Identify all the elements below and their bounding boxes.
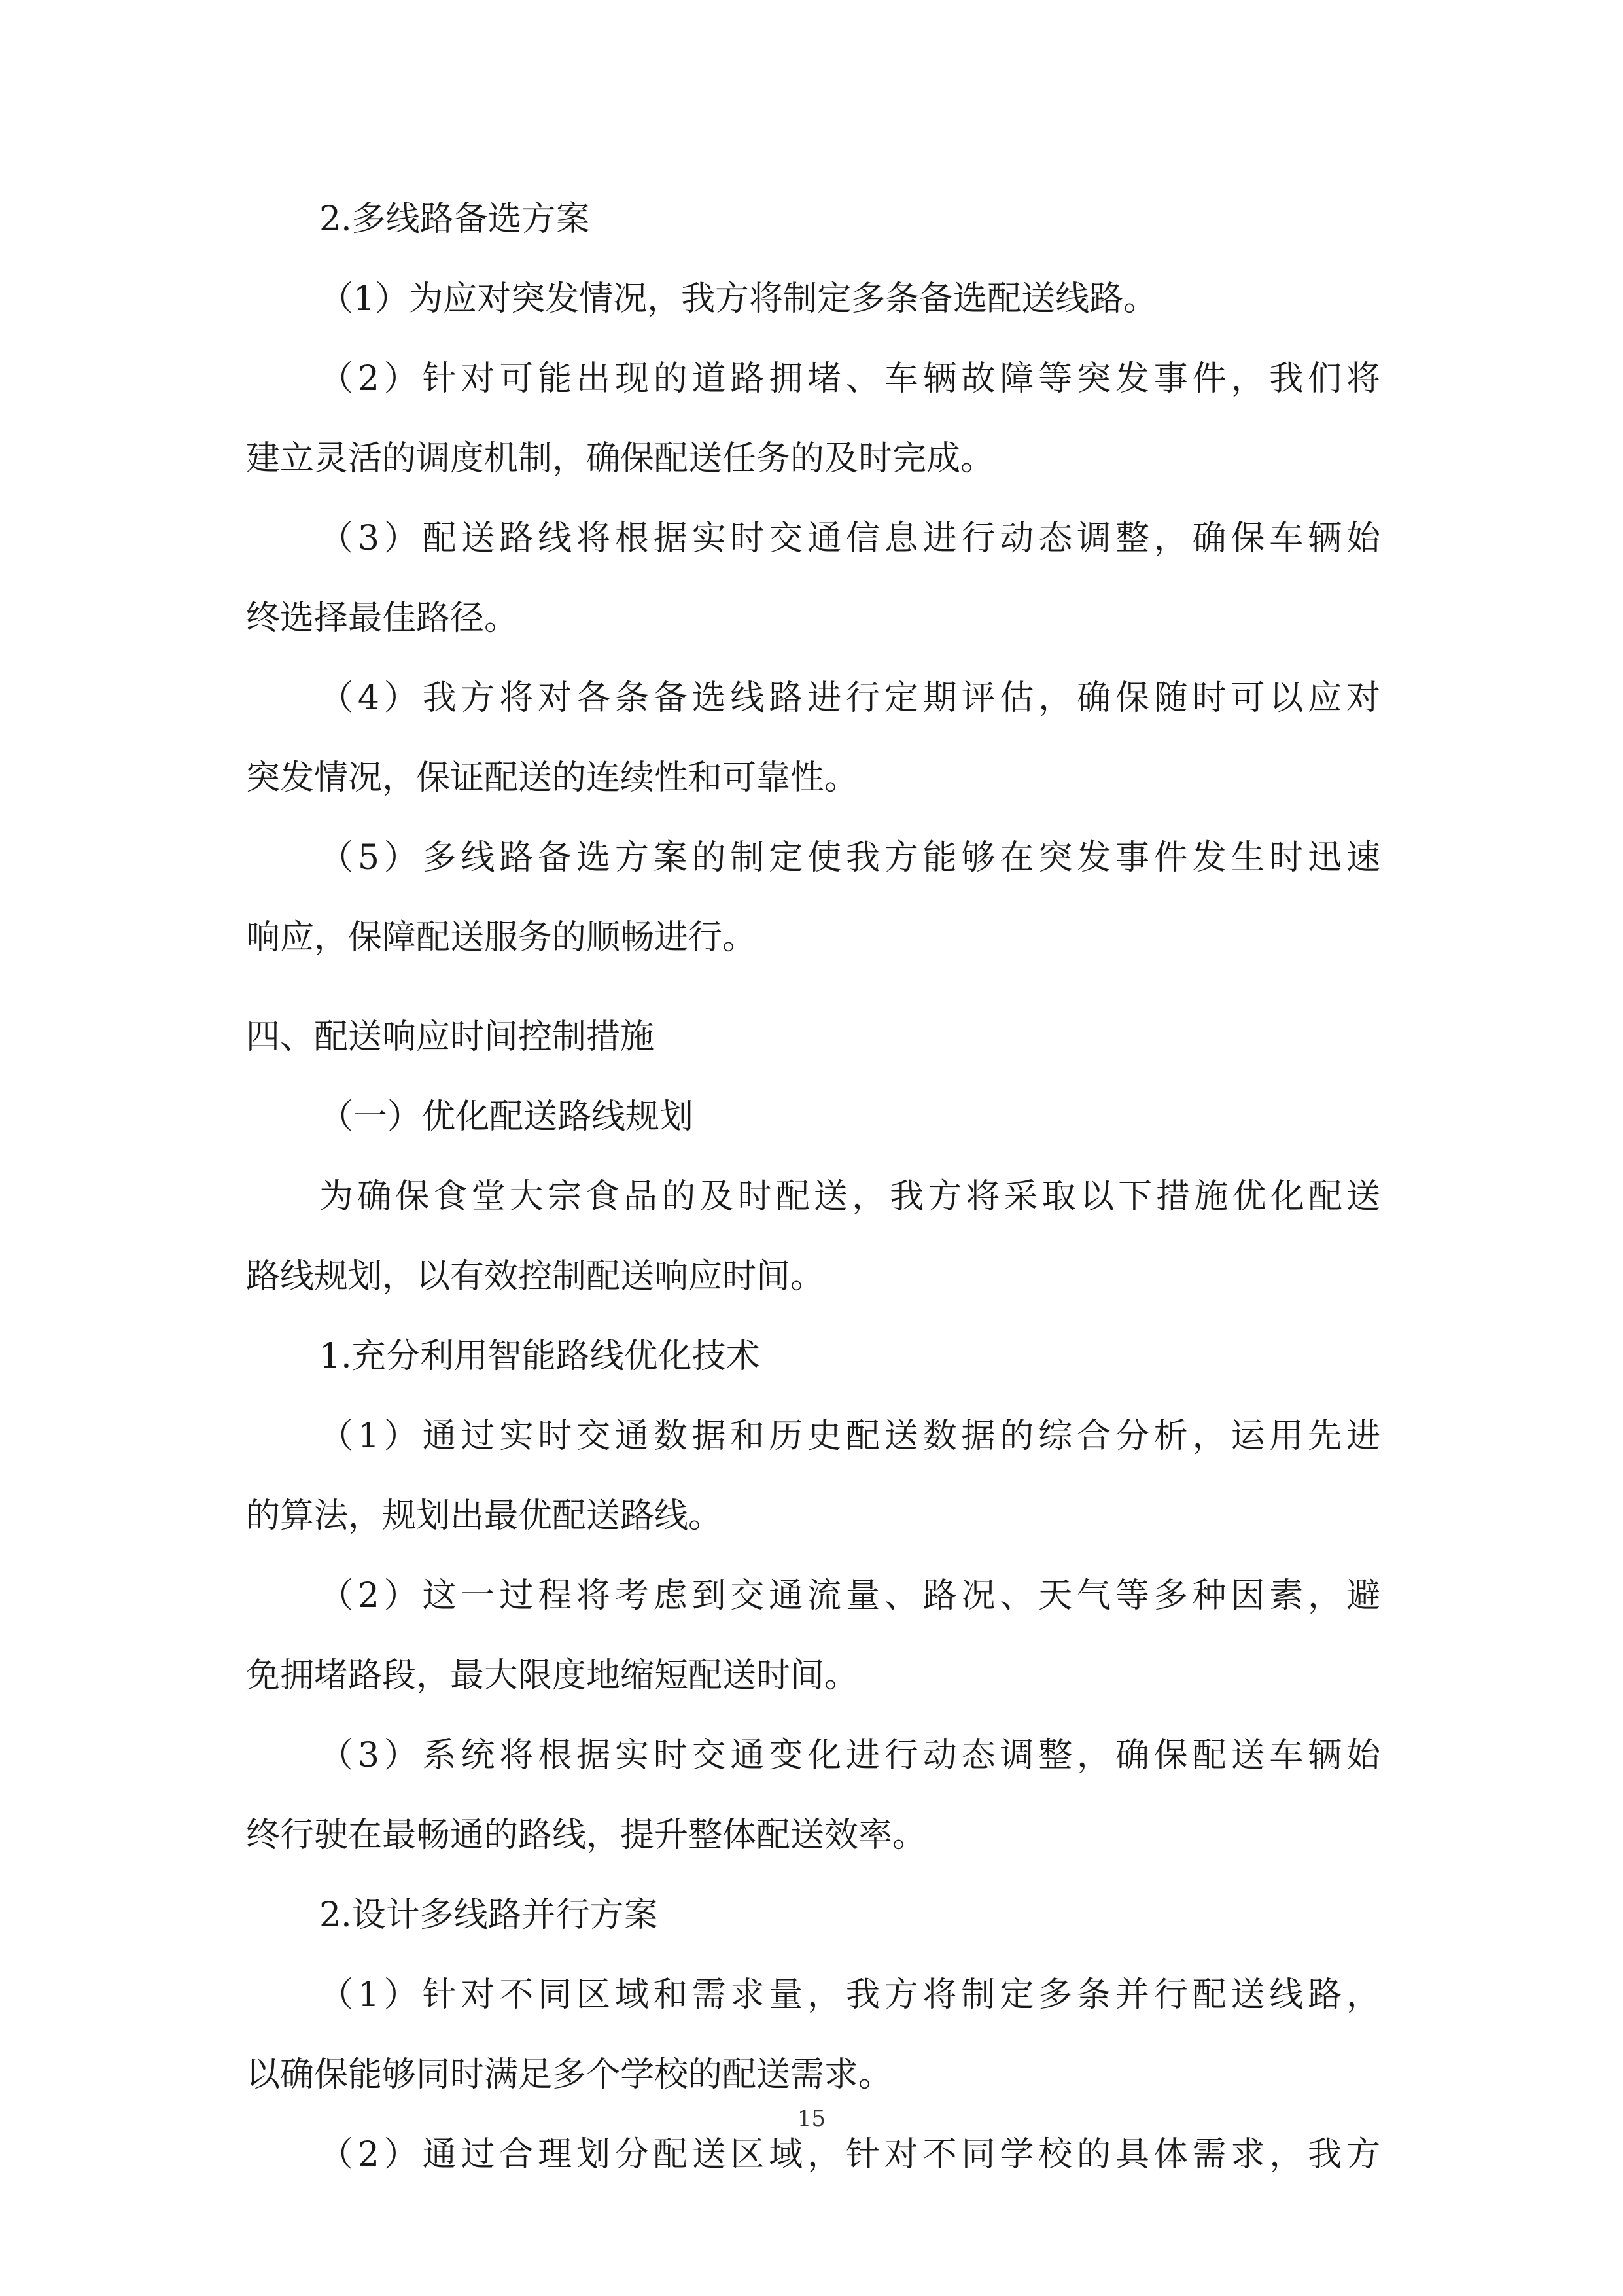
paragraph-line: （1）针对不同区域和需求量，我方将制定多条并行配送线路， bbox=[319, 1975, 1380, 2015]
paragraph-line: 的算法，规划出最优配送路线。 bbox=[246, 1496, 723, 1536]
paragraph-line: 终选择最佳路径。 bbox=[246, 599, 519, 638]
paragraph-line: 为确保食堂大宗食品的及时配送，我方将采取以下措施优化配送 bbox=[319, 1177, 1380, 1216]
paragraph-line: 路线规划，以有效控制配送响应时间。 bbox=[246, 1257, 825, 1296]
subsection-heading-parallel-routes: 2.设计多线路并行方案 bbox=[319, 1896, 658, 1935]
paragraph-line: 免拥堵路段，最大限度地缩短配送时间。 bbox=[246, 1656, 859, 1695]
subsection-heading-smart-routing: 1.充分利用智能路线优化技术 bbox=[319, 1337, 760, 1376]
paragraph-line: （5）多线路备选方案的制定使我方能够在突发事件发生时迅速 bbox=[319, 838, 1380, 877]
paragraph-line: （2）通过合理划分配送区域，针对不同学校的具体需求，我方 bbox=[319, 2135, 1380, 2174]
subsection-heading-multi-route: 2.多线路备选方案 bbox=[319, 200, 590, 239]
paragraph-line: 以确保能够同时满足多个学校的配送需求。 bbox=[246, 2055, 893, 2094]
subsection-heading-route-planning: （一）优化配送路线规划 bbox=[319, 1097, 694, 1137]
paragraph-line: 响应，保障配送服务的顺畅进行。 bbox=[246, 918, 757, 957]
paragraph-line: （2）这一过程将考虑到交通流量、路况、天气等多种因素，避 bbox=[319, 1576, 1380, 1616]
paragraph-line: 终行驶在最畅通的路线，提升整体配送效率。 bbox=[246, 1816, 927, 1855]
paragraph-line: （1）为应对突发情况，我方将制定多条备选配送线路。 bbox=[319, 279, 1158, 319]
paragraph-line: 建立灵活的调度机制，确保配送任务的及时完成。 bbox=[246, 439, 995, 478]
paragraph-line: （3）配送路线将根据实时交通信息进行动态调整，确保车辆始 bbox=[319, 519, 1380, 558]
paragraph-line: （2）针对可能出现的道路拥堵、车辆故障等突发事件，我们将 bbox=[319, 359, 1380, 398]
section-heading-response-time: 四、配送响应时间控制措施 bbox=[246, 1017, 655, 1057]
paragraph-line: （1）通过实时交通数据和历史配送数据的综合分析，运用先进 bbox=[319, 1417, 1380, 1456]
paragraph-line: （3）系统将根据实时交通变化进行动态调整，确保配送车辆始 bbox=[319, 1736, 1380, 1775]
paragraph-line: 突发情况，保证配送的连续性和可靠性。 bbox=[246, 758, 859, 798]
page-number: 15 bbox=[797, 2106, 826, 2132]
paragraph-line: （4）我方将对各条备选线路进行定期评估，确保随时可以应对 bbox=[319, 679, 1380, 718]
